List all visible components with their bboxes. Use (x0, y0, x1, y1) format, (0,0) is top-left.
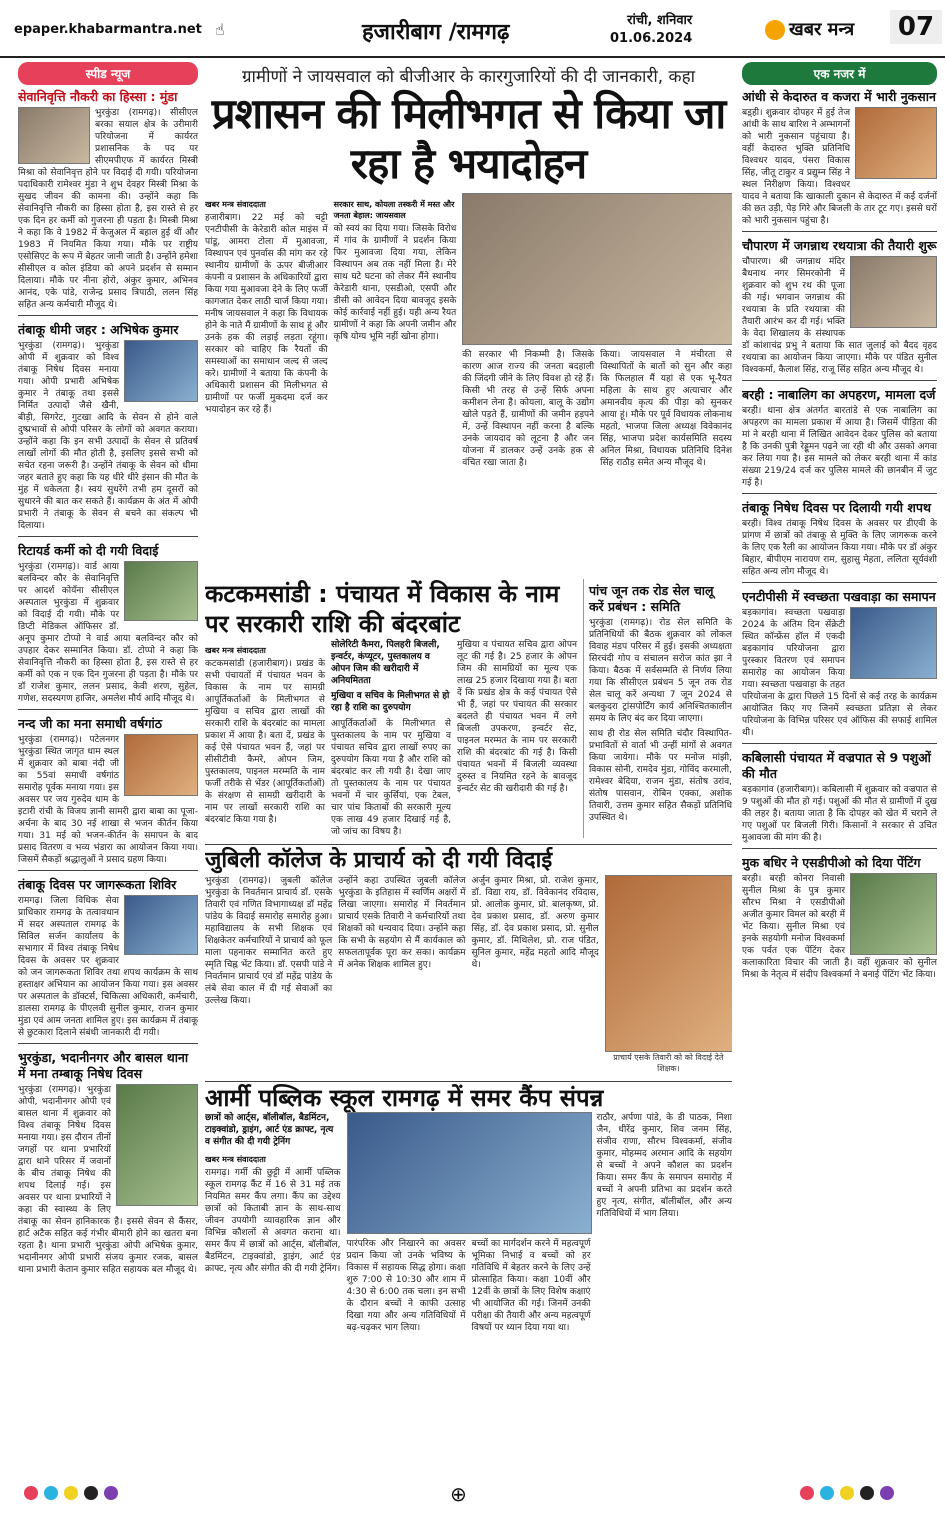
story-retirement (18, 89, 198, 311)
byline: खबर मन्त्र संवाददाता (205, 1155, 266, 1164)
at-a-glance-banner: एक नजर में (742, 62, 937, 85)
story-headline: नन्द जी का मना समाधी वर्षगांठ (18, 716, 162, 731)
story-camp (18, 870, 198, 1039)
site-url[interactable]: epaper.khabarmantra.net (14, 22, 202, 37)
story-photo (855, 107, 937, 179)
story-headline: बरही : नाबालिग का अपहरण, मामला दर्ज (742, 387, 936, 402)
sub-kicker: सरकार साथ, कोयला तस्करी में मस्त और जनता बेहाल: जायसवाल (333, 200, 455, 220)
color-registration-dots (24, 1486, 118, 1500)
story-photo (605, 875, 732, 1052)
story-body: भुरकुंडा (रामगढ़)। भुरकुंडा ओपी में शुक्रवार को विश्व तंबाकू निषेध दिवस मनाया गया। ओपी प्रभारी अभिषेक कुमार ने तंबाकू तथा इससे निर्मित उत्पादों जैसे खैनी, बीड़ी, सिगरेट, गुटखा आदि के सेवन से होने वाले दुष्प्रभावों से ओपी परिसर के लोगों को अवगत कराया। उन्होंने कहा कि इन सभी उत्पादों के सेवन से प्रतिवर्ष लाखों लोगों की मौत होती है, इसलिए इससे सभी को सचेत रहना जरूरी है। उन्होंने तंबाकू के सेवन को धीमा जहर बताते हुए कहा कि यह धीरे धीरे इंसान की मौत के मुंह में धकेलता है। स्वयं सुधरेंगे तभी हम दूसरों को सुधारने की बात कर सकते हैं। कार्यक्रम के अंत में ओपी प्रभारी ने तंबाकू के सेवन से बचने का संकल्प भी दिलाया। (18, 341, 198, 531)
jubilee-block (205, 844, 732, 1075)
story-body: की सरकार भी निकम्मी है। जिसके कारण आज राज्य की जनता बदहाली की जिंदगी जीने के लिए विवश हो रहे हैं। किसी भी तरह से उन्हें सिर्फ अपना कमीशन लेना है। कोयला, बालू के उद्योग खोले पड़ते हैं, ग्रामीणों की जमीन हड़पने में, उन्हें विस्थापन नहीं करना है बल्कि उनके जायदाद को लूटना है और जन योजना में डालकर उन्हें उनके हक से वंचित रखा जाता है। (462, 350, 595, 468)
color-registration-dots (800, 1486, 894, 1500)
story-photo (850, 256, 937, 328)
edition-title: हजारीबाग /रामगढ़ (362, 20, 510, 45)
story-body: कटकमसांडी (हजारीबाग)। प्रखंड के सभी पंचायतों में पंचायत भवन के विकास के नाम पर सामग्री आपूर्तिकर्ताओं के मिलीभगत से मुखिया व सचिव द्वारा लाखों की सरकारी राशि के बंदरबांट का मामला प्रकाश में आया है। बता दें, प्रखंड के कई ऐसे पंचायत भवन हैं, जहां पर सीसीटीवी कैमरे, ओपन जिम, पुस्तकालय, पाइनल मरम्मति के नाम फर्जी तरीके से भेंडर (आपूर्तिकर्ताओं) के संरक्षण से सामग्री खरीदारी के नाम पर लाखों सरकारी राशि का बंदरबांट किया गया है। (205, 659, 325, 825)
edition-date (610, 12, 692, 48)
highlight-bullet: मुखिया व सचिव के मिलीभगत से हो रहा है राशि का दुरुपयोग (330, 691, 450, 713)
dot-icon (44, 1486, 58, 1500)
dot-icon (104, 1486, 118, 1500)
date-value: 01.06.2024 (610, 31, 693, 46)
story-painting (742, 848, 937, 981)
story-body: भुरकुंडा (रामगढ़)। रोड सेल समिति के प्रतिनिधियों की बैठक शुक्रवार को लोकल विवाह मंडप परिसर में हुई। इसकी अध्यक्षता सिरचंदी गोप व संचालन सरोज कांत झा ने किया। बैठक में सर्वसम्मति से निर्णय लिया गया कि सीसीएल प्रबंधन 5 जून तक रोड सेल चालू करें अन्यथा 7 जून 2024 से बलकुदरा ट्रांसपोर्टिंग कार्य अनिश्चितकालीन समय के लिए बंद कर दिया जाएगा। (588, 618, 732, 724)
story-photo (116, 1084, 198, 1206)
story-body: अर्जुन कुमार मिश्रा, प्रो. राजेश कुमार, डॉ. विद्या राय, डॉ. विवेकानंद रविदास, प्रो. आलोक कुमार, प्रो. बालकृष्ण, प्रो. देव प्रकाश प्रसाद, डॉ. अरुण कुमार सिंह, डॉ. देव प्रकाश प्रसाद, प्रो. सुनील कुमार, डॉ. मिथिलेश, प्रो. राज पंडित, सुनिल कुमार, महेंद्र महतो आदि मौजूद थे। (471, 876, 599, 970)
story-headline: तंबाकू दिवस पर जागरूकता शिविर (18, 877, 177, 892)
road-sale-notice (583, 579, 732, 838)
story-samadhi (18, 709, 198, 866)
dot-icon (84, 1486, 98, 1500)
dot-icon (64, 1486, 78, 1500)
story-headline: सेवानिवृत्ति नौकरी का हिस्सा : मुंडा (18, 89, 178, 104)
story-headline: तंबाकू धीमी जहर : अभिषेक कुमार (18, 322, 179, 337)
story-body: बरही। थाना क्षेत्र अंतर्गत बारतांडे से एक नाबालिग का अपहरण का मामला प्रकाश में आया है। जिसमें पीड़िता की मां ने बरही थाना में लिखित आवेदन देकर पुलिस को बताया है कि उनकी पुत्री रेड्डूमन पढ़ने जा रही थी और उसको अगवा कर लिया गया है। इस मामले को लेकर बरही थाना में कांड संख्या 219/24 दर्ज कर पुलिस मामले की छानबीन में जुट गई है। (742, 406, 937, 488)
story-photo (850, 607, 937, 679)
byline: खबर मन्त्र संवाददाता (205, 200, 266, 209)
story-storm (742, 89, 937, 227)
brand-icon (765, 20, 785, 40)
story-headline: कटकमसांडी : पंचायत में विकास के नाम पर सरकारी राशि की बंदरबांट (205, 580, 560, 638)
story-body: बड़कागांव (हजारीबाग)। कबिलासी में शुक्रवार को वज्रपात से 9 पशुओं की मौत हो गई। पशुओं की मौत से ग्रामीणों में दुख की लहर है। बताया जाता है कि दोपहर को खेत में चराने ले गए पशुओं पर बिजली गिरी। किसानों ने सरकार से उचित मुआवजा की मांग की है। (742, 785, 937, 843)
speed-news-banner: स्पीड न्यूज (18, 62, 198, 85)
dot-icon (840, 1486, 854, 1500)
story-body: राठौर, अर्पणा पांडे, के डी पाठक, निशा जैन, धीरेंद्र कुमार, शिव जनम सिंह, संजीव राणा, सौरभ विश्वकर्मा, संजीव कुमार, मोहम्मद अरमान आदि के सहयोग से बच्चों ने अपने कौशल का प्रदर्शन किया। समर कैंप के समापन समारोह में बच्चों ने अपनी प्रतिभा का प्रदर्शन करते हुए नृत्य, संगीत, बॉलीबॉल, और अन्य गतिविधियों में भाग लिया। (596, 1113, 732, 1219)
story-photo (850, 873, 937, 955)
story-body: आपूर्तिकर्ताओं के मिलीभगत से पुस्तकालय के नाम पर मुखिया व पंचायत सचिव द्वारा लाखों रुपए का दुरुपयोग किया गया है और राशि को बंदरबांट कर ली गयी है। देखा जाए तो पुस्तकालय के नाम पर पंचायत भवनों में चार कुर्सियां, एक टेबल, चार पांच किताबों की सरकारी मूल्य एक लाख 49 हजार दिखाई गई है, जो जांच का विषय है। (330, 719, 451, 837)
story-body: को स्वयं का दिया गया। जिसके विरोध में गांव के ग्रामीणों ने प्रदर्शन किया फिर मुआवजा दिया गया, लेकिन विस्थापन अब तक नहीं मिला है। मेरे साथ घटे घटना को लेकर मैंने स्थानीय केरेडारी थाना, एसडीओ, एसपी और डीसी को आवेदन दिया बावजूद इसके कोई कार्रवाई नहीं हुई। यही अन्य रैयत ग्रामीणों ने कहा कि अपनी जमीन और कृषि योग्य भूमि नहीं खोना होगा। (333, 224, 457, 342)
story-photo (347, 1112, 593, 1234)
story-body: किया। जायसवाल ने मंचीरता से विस्थापितों के बातों को सुन और कहा कि फिलहाल मैं यहां से एक भू-रैयत महिला के साथ हुए अत्याचार और अमानवीय कृत्य की पीड़ा को सुनकर आया हूं। मौके पर पूर्व विधायक लोकनाथ महतो, भाजपा जिला अध्यक्ष विवेकानंद सिंह, भाजपा प्रदेश कार्यसमिति सदस्य अनिल मिश्रा, विधायक प्रतिनिधि दिनेश सिंह राठौड़ समेत अन्य मौजूद थे। (600, 350, 732, 468)
right-column (742, 62, 937, 1460)
photo-caption: प्राचार्य एसके तिवारी को को विदाई देते शिक्षक। (613, 1053, 724, 1073)
date-place: रांची, शनिवार (627, 13, 693, 28)
story-body: बरही। बरही कोनरा निवासी सुनील मिश्रा के पुत्र कुमार सौरभ मिश्रा ने एसडीपीओ अजीत कुमार विमल को बरही में भेंट किया। सुनील मिश्रा एवं इनके सहयोगी मनोज विश्वकर्मा एक पर्वत एक पेंटिंग देकर कलाकारिता विचार की जाती है। वहीं शुक्रवार को सुनील मिश्रा के नेतृत्व में संदीप विश्वकर्मा ने बनाई पेंटिंग भेंट किया। (742, 874, 937, 980)
panchayat-block (205, 579, 732, 838)
story-photo (124, 734, 198, 796)
highlight-bullet: सोलेरिटी कैमरा, पिलहरी बिजली, इन्वर्टर, कंप्यूटर, पुस्तकालय व ओपन जिम की खरीदारी में अनियमितता (330, 640, 440, 686)
story-body: बरही। विश्व तंबाकू निषेध दिवस के अवसर पर डीएवी के प्रांगण में छात्रों को तंबाकू से मुक्ति के लिए जागरूक करने के लिए एक रैली का आयोजन किया गया। मौके पर डॉ अंकुर बिहार, बीपीएम नारायण राम, सुहासु मेहता, ललिता सूर्यवंशी सहित अन्य लोग मौजूद थे। (742, 519, 937, 577)
story-body: बड़्ही। शुक्रवार दोपहर में हुई तेज आंधी के साथ बारिश ने अम्भागनों को भारी नुकसान पहुंचाया है। वहीं केदारुत भुक्ति प्रतिनिधि विश्वधर यादव, पंसरा विकास सिंह, जीतू टाकुर व प्रद्युम्न सिंह ने स्थल निरीक्षण किया। विश्वधर यादव ने बताया कि खाकाली दुकान से केदारुत में कई दर्जनों की छत उड़ी, पेड़ गिरे और बिजली के तार टूट गए। इससे घरों को भारी नुकसान पहुंचा है। (742, 108, 937, 226)
masthead (0, 0, 945, 58)
dot-icon (800, 1486, 814, 1500)
brand-name: खबर मन्त्र (789, 19, 855, 40)
lead-headline: प्रशासन की मिलीभगत से किया जा रहा है भयादोहन (211, 89, 726, 188)
dot-icon (880, 1486, 894, 1500)
story-body: बड़कागांव। स्वच्छता पखवाड़ा 2024 के अंतिम दिन सेंक्रेटी स्थित कॉन्फ्रेंस हॉल में एकदी बड़कागांव परियोजना द्वारा पुरस्कार वितरण एवं समापन समारोह का आयोजन किया गया। स्वच्छता पखवाड़ा के तहत परियोजना के द्वारा पिछले 15 दिनों से कई तरह के कार्यक्रम आयोजित किए गए जिनमें स्वच्छता प्रतिज्ञा से लेकर परियोजना के विभिन्न परिसर एवं ऑफिस की सफाई शामिल थी। (742, 608, 937, 738)
dot-icon (24, 1486, 38, 1500)
story-headline: आंधी से केदारुत व कजरा में भारी नुकसान (742, 89, 936, 104)
story-photo (124, 895, 198, 955)
story-body: भुरकुंडा (रामगढ़)। जुबली कॉलेज भुरकुंडा के निवर्तमान प्राचार्य डॉ. एसके तिवारी एवं गणित विभागाध्यक्ष डॉ महेंद्र पांडेय के विदाई समारोह समारोह हुआ। महाविद्यालय के सभी शिक्षक एवं शिक्षकेतर कर्मचारियों ने प्राचार्य को फूल माला पहनाकर सम्मानित करते हुए स्मृति चिह्न भेंट किया। डॉ. एसपी पांडे ने निवर्तमान प्राचार्य एवं डॉ महेंद्र पांडेय के लंबे सेवा काल में दी गई सेवाओं का उल्लेख किया। (205, 876, 333, 1006)
story-body: साथ ही रोड सेल समिति चंदौर विस्थापित-प्रभावितों से वार्ता भी उन्हीं मांगों से अवगत किया जायेगा। मौके पर मनोज मांझी, विकास सोनी, रामदेव मुंडा, गोविंद करमाली, रामेश्वर बेदिया, राजन मुंडा, संतोष उरांव, संतोष पासवान, रोबिन एक्का, अशोक तिवारी, उत्तम कुमार सहित सैकड़ों प्रतिनिधि उपस्थित थे। (588, 729, 732, 823)
story-headline: आर्मी पब्लिक स्कूल रामगढ़ में समर कैंप संपन्न (205, 1084, 604, 1112)
page-number: 07 (890, 10, 942, 44)
story-tobacco (18, 315, 198, 532)
story-photo (124, 561, 198, 621)
brand-logo (765, 17, 854, 41)
story-farewell (18, 536, 198, 705)
lead-kicker: ग्रामीणों ने जायसवाल को बीजीआर के कारगुजारियों की दी जानकारी, कहा (241, 67, 696, 87)
story-headline: एनटीपीसी में स्वच्छता पखवाड़ा का समापन (742, 589, 936, 604)
story-ntpc (742, 582, 937, 739)
story-body: बच्चों का मार्गदर्शन करने में महत्वपूर्ण भूमिका निभाई व बच्चों को हर गतिविधि में बेहतर करने के लिए उन्हें प्रोत्साहित किया। कक्षा 10वीं और 12वीं के छात्रों के लिए विशेष कक्षाएं भी आयोजित की गई। जिनमें उनकी परीक्षा की तैयारी और अन्य महत्वपूर्ण विषयों पर ध्यान दिया गया था। (471, 1239, 591, 1333)
story-body: हजारीबाग। 22 मई को चट्टी एनटीपीसी के केरेडारी कोल माइंस में पांडू, आमरा टोला में मुआवजा, विस्थापन एवं पुनर्वास की मांग कर रहे स्थानीय ग्रामीणों के ऊपर बीजीआर कंपनी व प्रशासन के अधिकारियों द्वारा किया गया मुआवजा देने के लिए फर्जी कागजात देकर लाठी चार्ज किया गया। मनीष जायसवाल ने कहा कि विधायक होने के नाते मैं ग्रामीणों के साथ हूं और उनके हक की लड़ाई लड़ता रहूंगा। सरकार को चाहिए कि रैयतों की समस्याओं का समाधान जल्द से जल्द करे। ग्रामीणों ने बताया कि कंपनी के अधिकारी प्रशासन की मिलीभगत से ग्रामीणों पर फर्जी मुकदमा दर्ज कर भयादोहन कर रहे हैं। (205, 213, 328, 415)
footer-strip (0, 1476, 945, 1512)
story-body: मुखिया व पंचायत सचिव द्वारा ओपन लूट की गई है। 25 हजार के ओपन जिम की सामग्रियों का मूल्य एक लाख 25 हजार दिखाया गया है। बता दें कि प्रखंड क्षेत्र के कई पंचायत ऐसे भी हैं, जहां पर पंचायत की सरकार बदलते ही पंचायत भवन में लगे बिजली उपकरण, इन्वर्टर सेट, पाइनल मरम्मत के नाम पर सरकारी राशि की बंदरबांट की गई है। किसी पंचायत भवनों में बिजली व्यवस्था दुरुस्त व नियमित रहने के बावजूद इन्वर्टर सेट की खरीदारी की गई है। (456, 640, 577, 794)
story-photo (124, 340, 198, 402)
main-column (205, 62, 732, 1460)
story-body: पारंपरिक और निखारने का अवसर प्रदान किया जो उनके भविष्य के विकास में सहायक सिद्ध होगा। कक्षा शुरु 7:00 से 10:30 और शाम में 4:30 से 6:00 तक चला। इन सभी के दौरान बच्चों ने काफी उत्साह दिखा गया और अन्य गतिविधियों में बढ़-चढ़कर भाग लिया। (346, 1239, 466, 1333)
story-body: चौपारण। श्री जगन्नाथ मंदिर बैधनाथ नगर सिमरकोनी में शुक्रवार को शुभ रथ की पूजा की गई। भगवान जगन्नाथ की रथयात्रा के प्रति रथयात्रा की तैयारी आरंभ कर दी गई। भक्ति के वेदा शिखालय के संस्थापक डॉ कांशाचंद्र प्रभु ने बताया कि सात जुलाई को बैदद वृहद रथयात्रा का आयोजन किया जाएगा। मौके पर पंडित सुनील विश्वकर्मा, कैलाश सिंह, राजू सिंह सहित अन्य मौजूद थे। (742, 257, 937, 375)
story-headline: पांच जून तक रोड सेल चालू करें प्रबंधन : समिति (588, 583, 714, 614)
story-headline: चौपारण में जगन्नाथ रथयात्रा की तैयारी शुरू (742, 238, 937, 253)
story-headline: जुबिली कॉलेज के प्राचार्य को दी गयी विदाई (205, 848, 553, 873)
story-body: भुरकुंडा (रामगढ़)। भुरकुंडा ओपी, भदानीनगर ओपी एवं बासल थाना में शुक्रवार को विश्व तंबाकू निषेध दिवस मनाया गया। इस दौरान तीनों जगहों पर थाना प्रभारियों द्वारा थाने परिसर में जवानों के बीच तंबाकू निषेध की शपथ दिलाई गई। इस अवसर पर थाना प्रभारियों ने कहा की स्वास्थ्य के लिए तंबाकू का सेवन हानिकारक है। इससे सेवन से कैंसर, हार्ट अटैक सहित कई गंभीर बीमारी होने का खतरा बना रहता है। थाना प्रभारी भुरकुंडा ओपी अभिषेक कुमार, भदानीनगर ओपी प्रभारी संजय कुमार रजक, बासल थाना प्रभारी केतान कुमार सहित सहायक बल मौजूद थे। (18, 1085, 198, 1275)
story-body: भुरकुंडा (रामगढ़)। सीसीएल बरका सयाल क्षेत्र के उरीमारी परियोजना में कार्यरत प्रशासनिक के पद पर सीएमपीएफ में कार्यरत मिस्त्री मिश्रा को सेवानिवृत्त होने पर विदाई दी गयी। परियोजना पदाधिकारी रामेश्वर मुंडा ने शुभ देवहर मिस्त्री मिश्रा के सुखद जीवन की कामना की। उन्होंने कहा कि सेवानिवृत्ति नौकरी का हिस्सा होता है, इस रास्ते से हर एक दिन हर कर्मी को गुजरना ही पड़ता है। मिस्त्री मिश्रा ने कहा कि वे 1982 में केजुअल में बहाल हुई थीं और 1983 में नियमित किया गया। मौके पर राष्ट्रीय एसोसिएट के रूप में बेहतर जानी जाती है। उन्होंने हमेशा सीसीएल व कोल इंडिया को अपने प्रदर्शन से सम्मान दिलाया। मौके पर नीना होरो, अंकुर कुमार, अभिनव आनंद, एके पांडे, राजेन्द्र प्रसाद त्रिपाठी, ललन सिंह सहित अन्य कर्मचारी मौजूद थे। (18, 108, 198, 310)
story-rathyatra (742, 231, 937, 376)
dot-icon (820, 1486, 834, 1500)
lead-photo (462, 193, 732, 345)
story-tobacco-day (18, 1043, 198, 1276)
story-oath (742, 493, 937, 578)
highlight-bullet: छात्रों को आर्ट्स, बॉलीबॉल, बैडमिंटन, टाइक्वांडो, ड्राइंग, आर्ट एंड क्राफ्ट, नृत्य व संगीत की दी गयी ट्रेनिंग (205, 1113, 334, 1147)
story-body: भुरकुंडा (रामगढ़)। वार्ड आया बलविन्दर कौर के सेवानिवृत्ति पर आदर्श कोयँना सीसीएल अस्पताल भुरकुंडा में शुक्रवार को विदाई दी गयी। मौके पर डिप्टी मेडिकल ऑफिसर डॉ. अनूप कुमार टोप्पो ने वार्ड आया बलविन्दर कौर को उपहार देकर सम्मानित किया। डॉ. टोप्पो ने कहा कि सेवानिवृत्ति नौकरी का हिस्सा होता है, इस रास्ते से हर कर्मी को एक न एक दिन गुजरना ही पड़ता है। मौके पर डॉ राजेश कुमार, ललन प्रसाद, केवी शरण, सुहेल, गणेश, सदस्यगण हाजिर, अमलेश मौर्य आदि मौजूद थे। (18, 562, 198, 704)
story-body: रामगढ़। गर्मी की छुट्टी में आर्मी पब्लिक स्कूल रामगढ़ कैंट में 16 से 31 मई तक नियमित समर कैंप लगा। कैंप का उद्देश्य छात्रों को किताबी ज्ञान के साथ-साथ जीवन उपयोगी व्यावहारिक ज्ञान और विभिन्न कौशलों से अवगत कराना था। समर कैंप में छात्रों को आर्ट्स, बॉलीबॉल, बैडमिंटन, टाइक्वांडो, ड्राइंग, आर्ट एंड क्राफ्ट, नृत्य और संगीत की दी गयी ट्रेनिंग। (205, 1168, 341, 1274)
story-lightning (742, 743, 937, 844)
story-headline: मुक बधिर ने एसडीपीओ को दिया पेंटिंग (742, 855, 921, 870)
army-school-block (205, 1081, 732, 1334)
pointer-icon[interactable]: ☝ (215, 20, 225, 39)
left-column (18, 62, 198, 1460)
story-body: रामगढ़। जिला विधिक सेवा प्राधिकार रामगढ़ के तत्वावधान में सदर अस्पताल रामगढ़ के सिविल सर्जन कार्यालय के सभागार में विश्व तंबाकू निषेध दिवस के अवसर पर शुक्रवार को जन जागरूकता शिविर तथा शपथ कार्यक्रम के साथ हस्ताक्षर अभियान का आयोजन किया गया। इस अवसर पर अस्पताल के डॉक्टर्स, चिकित्सा अधिकारी, कर्मचारी, डालसा रामगढ़ के पीएलवी सुनील कुमार, राजन कुमार मुंडा एवं आम जनता शामिल हुए। इस कार्यक्रम में तंबाकू से छुटकारा दिलाने संबंधी जानकारी दी गयी। (18, 896, 198, 1038)
story-headline: तंबाकू निषेध दिवस पर दिलायी गयी शपथ (742, 500, 931, 515)
registration-mark-icon: ⊕ (450, 1482, 467, 1506)
story-headline: कबिलासी पंचायत में वज्रपात से 9 पशुओं की मौत (742, 750, 931, 781)
story-body: भुरकुंडा (रामगढ़)। पटेलनगर भुरकुंडा स्थित जागृत धाम स्थल में शुक्रवार को बाबा नंदी जी का 55वां समाधी वर्षगांठ समारोह पूर्वक मनाया गया। इस अवसर पर जय गुरुदेव धाम के इटारी रांची के विजय ज्ञानी सामरी द्वारा बाबा का पूजा-अर्चना के बाद 30 नई शाखा से भजन कीर्तन किया गया। 31 मई को भजन-कीर्तन के समापन के बाद प्रसाद वितरण व भव्य भंडारा का आयोजन किया गया। जिसमें सैकड़ों श्रद्धालुओं ने प्रसाद ग्रहण किया। (18, 735, 198, 865)
story-kidnap (742, 380, 937, 489)
story-headline: रिटायर्ड कर्मी को दी गयी विदाई (18, 543, 159, 558)
story-headline: भुरकुंडा, भदानीनगर और बासल थाना में मना तम्बाकू निषेध दिवस (18, 1050, 189, 1081)
story-photo (18, 107, 90, 164)
story-body: उन्होंने कहा उपस्थित जुबली कॉलेज भुरकुंडा के इतिहास में स्वर्णिम अक्षरों में लिखा जाएगा। समारोह में निवर्तमान प्राचार्य एसके तिवारी ने कर्मचारियों तथा शिक्षकों को धन्यवाद दिया। उन्होंने कहा कि सभी के सहयोग से मैं कार्यकाल को सफलतापूर्वक पूरा कर सका। कार्यक्रम में अनेक शिक्षक शामिल हुए। (338, 876, 466, 970)
byline: खबर मन्त्र संवाददाता (205, 646, 266, 655)
lead-story (205, 193, 732, 573)
dot-icon (860, 1486, 874, 1500)
